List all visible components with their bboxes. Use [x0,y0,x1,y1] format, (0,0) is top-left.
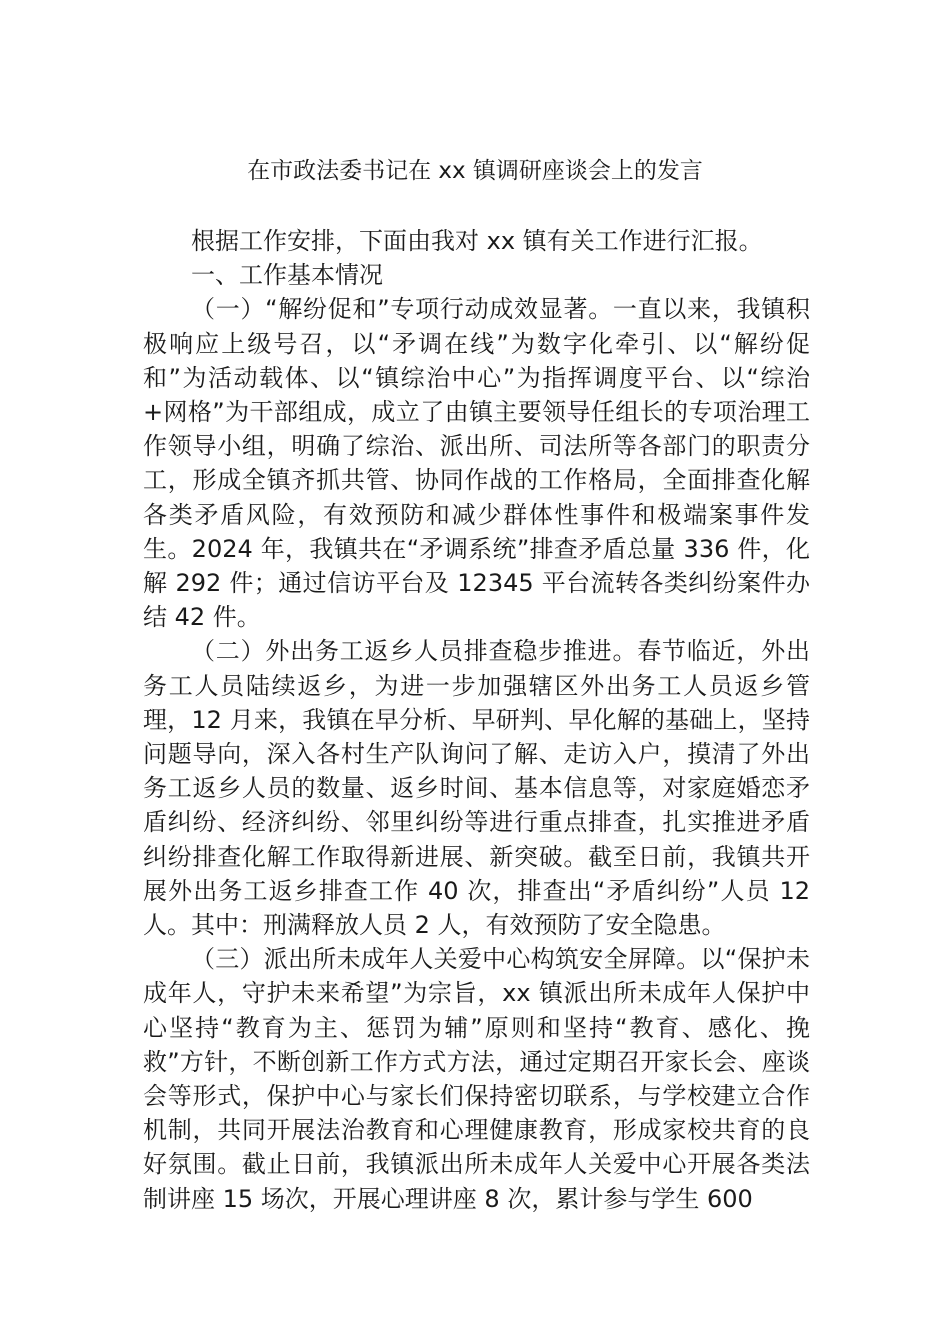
paragraph-returning-workers: （二）外出务工返乡人员排查稳步推进。春节临近，外出务工人员陆续返乡，为进一步加强辖区外出务工人员返乡管理，12 月来，我镇在早分析、早研判、早化解的基础上，坚持问题导向，深入各村生产队询问了解、走访入户，摸清了外出务工返乡人员的数量、返乡时间、基本信息等，对家庭婚恋矛盾纠纷、经济纠纷、邻里纠纷等进行重点排查，扎实推进矛盾纠纷排查化解工作取得新进展、新突破。截至日前，我镇共开展外出务工返乡排查工作 40 次，排查出“矛盾纠纷”人员 12 人。其中：刑满释放人员 2 人，有效预防了安全隐患。 [143,637,810,940]
document-body [143,224,810,1216]
paragraph-minor-care-center: （三）派出所未成年人关爱中心构筑安全屏障。以“保护未成年人，守护未来希望”为宗旨，xx 镇派出所未成年人保护中心坚持“教育为主、惩罚为辅”原则和坚持“教育、感化、挽救”方针，不断创新工作方式方法，通过定期召开家长会、座谈会等形式，保护中心与家长们保持密切联系，与学校建立合作机制，共同开展法治教育和心理健康教育，形成家校共育的良好氛围。截止日前，我镇派出所未成年人关爱中心开展各类法制讲座 15 场次，开展心理讲座 8 次，累计参与学生 600 [143,945,810,1213]
paragraph-dispute-resolution: （一）“解纷促和”专项行动成效显著。一直以来，我镇积极响应上级号召，以“矛调在线”为数字化牵引、以“解纷促和”为活动载体、以“镇综治中心”为指挥调度平台、以“综治+网格”为干部组成，成立了由镇主要领导任组长的专项治理工作领导小组，明确了综治、派出所、司法所等各部门的职责分工，形成全镇齐抓共管、协同作战的工作格局，全面排查化解各类矛盾风险，有效预防和减少群体性事件和极端案事件发生。2024 年，我镇共在“矛调系统”排查矛盾总量 336 件，化解 292 件；通过信访平台及 12345 平台流转各类纠纷案件办结 42 件。 [143,295,810,632]
section-heading-basic-situation: 一、工作基本情况 [191,261,383,290]
paragraph-intro: 根据工作安排，下面由我对 xx 镇有关工作进行汇报。 [191,227,763,255]
document-title: 在市政法委书记在 xx 镇调研座谈会上的发言 [247,158,703,184]
